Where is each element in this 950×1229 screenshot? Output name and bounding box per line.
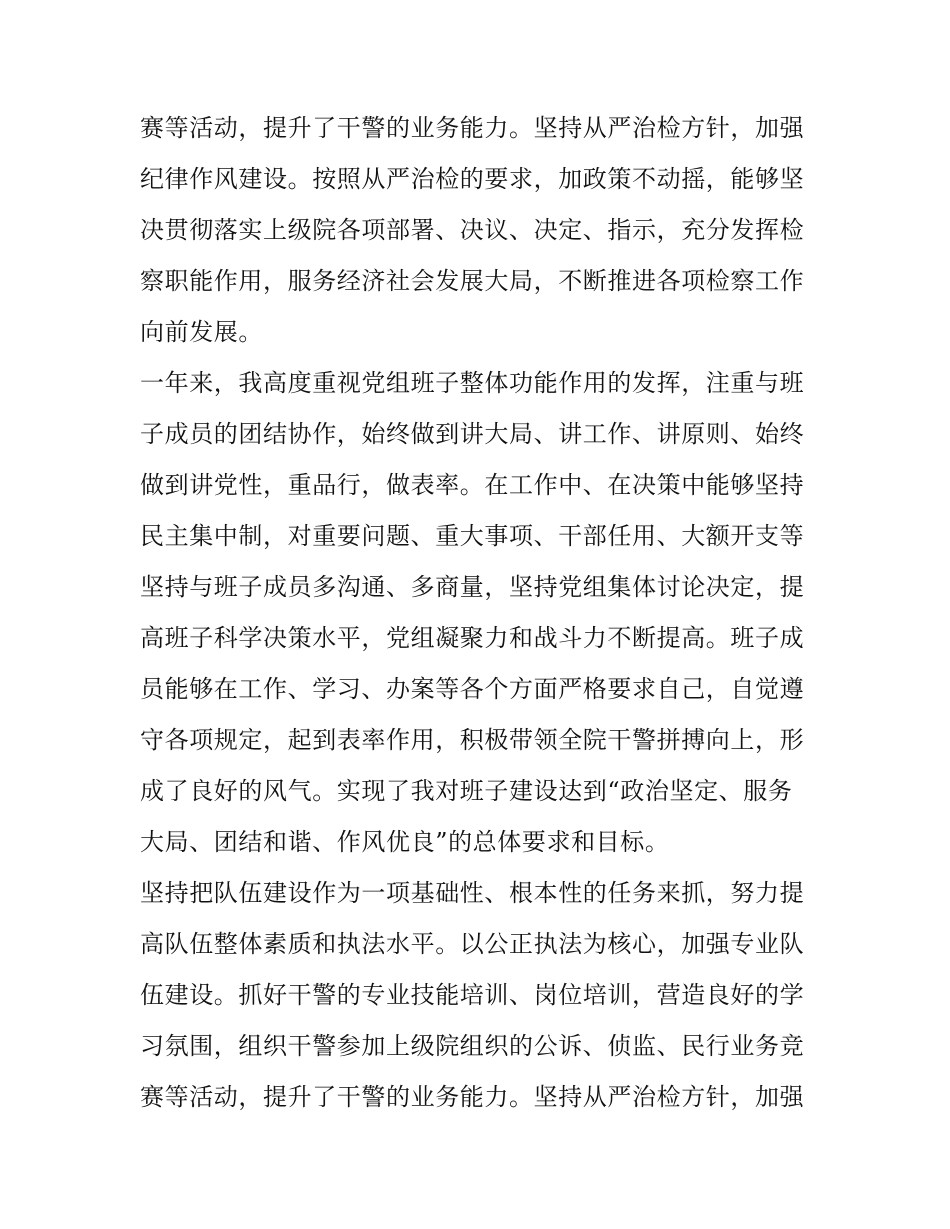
text-line-19: 习氛围，组织干警参加上级院组织的公诉、侦监、民行业务竞 (140, 1032, 805, 1060)
text-line-8: 做到讲党性，重品行，做表率。在工作中、在决策中能够坚持 (140, 471, 805, 499)
text-line-4: 察职能作用，服务经济社会发展大局，不断推进各项检察工作 (140, 267, 805, 295)
text-line-17: 高队伍整体素质和执法水平。以公正执法为核心，加强专业队 (140, 930, 805, 958)
text-line-10: 坚持与班子成员多沟通、多商量，坚持党组集体讨论决定，提 (140, 573, 805, 601)
text-line-18: 伍建设。抓好干警的专业技能培训、岗位培训，营造良好的学 (140, 981, 805, 1009)
text-line-16: 坚持把队伍建设作为一项基础性、根本性的任务来抓，努力提 (140, 879, 805, 907)
text-line-20: 赛等活动，提升了干警的业务能力。坚持从严治检方针，加强 (140, 1083, 805, 1111)
text-line-7: 子成员的团结协作，始终做到讲大局、讲工作、讲原则、始终 (140, 420, 805, 448)
text-line-13: 守各项规定，起到表率作用，积极带领全院干警拼搏向上，形 (140, 726, 805, 754)
body-text (140, 103, 820, 1123)
text-line-15: 大局、团结和谐、作风优良”的总体要求和目标。 (140, 828, 670, 856)
text-line-6: 一年来，我高度重视党组班子整体功能作用的发挥，注重与班 (140, 369, 805, 397)
text-line-9: 民主集中制，对重要问题、重大事项、干部任用、大额开支等 (140, 522, 805, 550)
text-line-12: 员能够在工作、学习、办案等各个方面严格要求自己，自觉遵 (140, 675, 805, 703)
text-line-14: 成了良好的风气。实现了我对班子建设达到“政治坚定、服务 (140, 777, 793, 805)
text-line-2: 纪律作风建设。按照从严治检的要求，加政策不动摇，能够坚 (140, 165, 805, 193)
text-line-11: 高班子科学决策水平，党组凝聚力和战斗力不断提高。班子成 (140, 624, 805, 652)
text-line-1: 赛等活动，提升了干警的业务能力。坚持从严治检方针，加强 (140, 114, 805, 142)
text-line-3: 决贯彻落实上级院各项部署、决议、决定、指示，充分发挥检 (140, 216, 805, 244)
text-line-5: 向前发展。 (140, 318, 263, 346)
